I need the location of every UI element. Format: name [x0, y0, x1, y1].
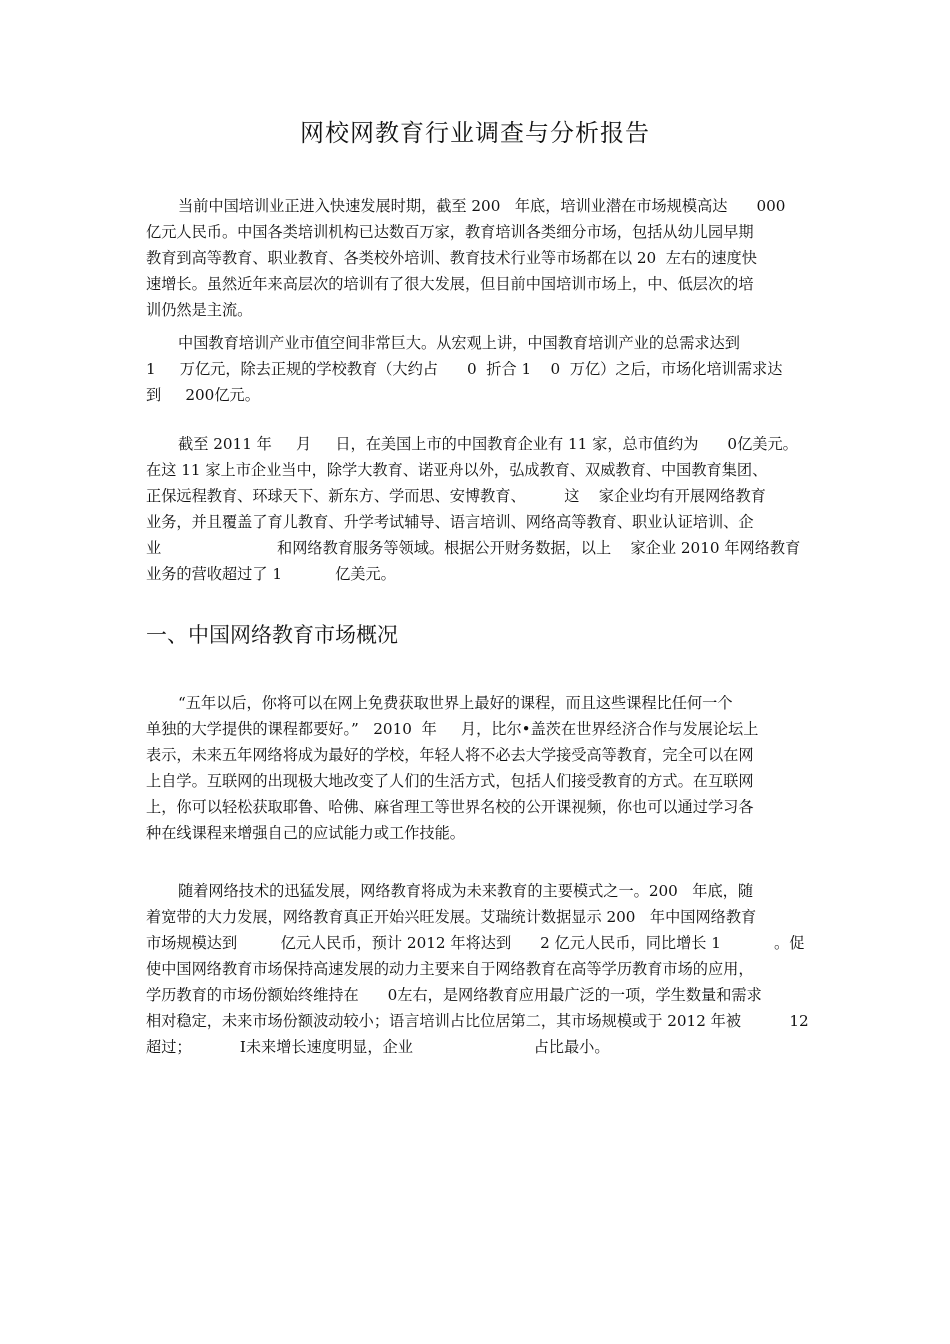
paragraph-line: 种在线课程来增强自己的应试能力或工作技能。 [146, 824, 465, 842]
paragraph-line: 随着网络技术的迅猛发展，网络教育将成为未来教育的主要模式之一。200 年底，随 [178, 882, 754, 900]
paragraph-line: 正保远程教育、环球天下、新东方、学而思、安博教育、 这 家企业均有开展网络教育 [146, 487, 766, 505]
paragraph-line: 表示，未来五年网络将成为最好的学校，年轻人将不必去大学接受高等教育，完全可以在网 [146, 746, 754, 764]
paragraph-line: 训仍然是主流。 [146, 301, 253, 319]
paragraph-line: 到 200亿元。 [146, 386, 260, 404]
paragraph-line: 当前中国培训业正进入快速发展时期，截至 200 年底，培训业潜在市场规模高达 000 [178, 197, 786, 215]
paragraph-line: 上，你可以轻松获取耶鲁、哈佛、麻省理工等世界名校的公开课视频，你也可以通过学习各 [146, 798, 754, 816]
paragraph-line: 相对稳定，未来市场份额波动较小；语言培训占比位居第二，其市场规模或于 2012 年被 12 [146, 1012, 809, 1030]
paragraph-line: 截至 2011 年 月 日，在美国上市的中国教育企业有 11 家，总市值约为 0亿美元。 [178, 435, 798, 453]
paragraph-line: 业务，并且覆盖了育儿教育、升学考试辅导、语言培训、网络高等教育、职业认证培训、企 [146, 513, 754, 531]
paragraph-line: 单独的大学提供的课程都要好。” 2010 年 月，比尔•盖茨在世界经济合作与发展论坛上 [146, 720, 759, 738]
paragraph-line: 中国教育培训产业市值空间非常巨大。从宏观上讲，中国教育培训产业的总需求达到 [178, 334, 740, 352]
document-title: 网校网教育行业调查与分析报告 [300, 119, 650, 147]
paragraph-line: 市场规模达到 亿元人民币，预计 2012 年将达到 2 亿元人民币，同比增长 1 。促 [146, 934, 805, 952]
paragraph-line: 在这 11 家上市企业当中，除学大教育、诺亚舟以外，弘成教育、双威教育、中国教育集团、 [146, 461, 768, 479]
section-heading: 一、中国网络教育市场概况 [146, 623, 398, 647]
paragraph-line: “五年以后，你将可以在网上免费获取世界上最好的课程，而且这些课程比任何一个 [178, 694, 733, 712]
paragraph-line: 教育到高等教育、职业教育、各类校外培训、教育技术行业等市场都在以 20 左右的速度快 [146, 249, 757, 267]
paragraph-line: 亿元人民币。中国各类培训机构已达数百万家，教育培训各类细分市场，包括从幼儿园早期 [146, 223, 754, 241]
paragraph-line: 业 和网络教育服务等领域。根据公开财务数据，以上 家企业 2010 年网络教育 [146, 539, 801, 557]
paragraph-line: 着宽带的大力发展，网络教育真正开始兴旺发展。艾瑞统计数据显示 200 年中国网络教育 [146, 908, 757, 926]
paragraph-line: 速增长。虽然近年来高层次的培训有了很大发展，但目前中国培训市场上，中、低层次的培 [146, 275, 754, 293]
paragraph-line: 学历教育的市场份额始终维持在 0左右，是网络教育应用最广泛的一项，学生数量和需求 [146, 986, 762, 1004]
paragraph-line: 业务的营收超过了 1 亿美元。 [146, 565, 396, 583]
paragraph-line: 超过； I未来增长速度明显，企业 占比最小。 [146, 1038, 610, 1056]
paragraph-line: 使中国网络教育市场保持高速发展的动力主要来自于网络教育在高等学历教育市场的应用， [146, 960, 754, 978]
paragraph-line: 1 万亿元，除去正规的学校教育（大约占 0 折合 1 0 万亿）之后，市场化培训需求达 [146, 360, 783, 378]
paragraph-line: 上自学。互联网的出现极大地改变了人们的生活方式，包括人们接受教育的方式。在互联网 [146, 772, 754, 790]
